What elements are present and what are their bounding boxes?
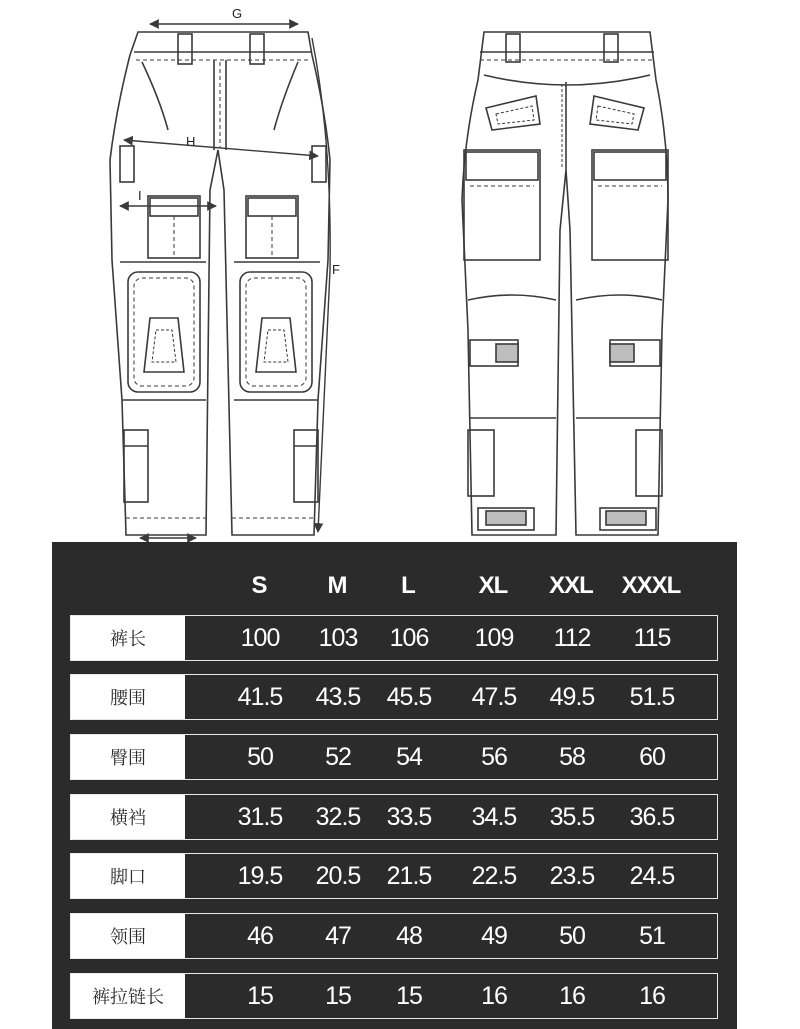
table-row-hip xyxy=(70,734,718,780)
dimension-label-h: H xyxy=(186,134,196,149)
value-cell: 56 xyxy=(481,742,507,771)
value-cell: 60 xyxy=(639,742,665,771)
dimension-markers xyxy=(120,24,330,538)
value-cell: 31.5 xyxy=(237,802,283,831)
value-cell: 24.5 xyxy=(629,861,675,890)
value-cell: 112 xyxy=(553,623,591,652)
value-cell: 20.5 xyxy=(315,861,361,890)
table-row-thigh xyxy=(70,794,718,840)
front-view-pants xyxy=(110,32,330,535)
size-header-xxl: XXL xyxy=(549,572,593,599)
value-cell: 50 xyxy=(559,921,585,950)
value-cell: 35.5 xyxy=(549,802,595,831)
value-cell: 103 xyxy=(318,623,358,652)
table-row-collar xyxy=(70,913,718,959)
table-row-leg-opening xyxy=(70,853,718,899)
table-row-zipper-length xyxy=(70,973,718,1019)
value-cell: 36.5 xyxy=(629,802,675,831)
value-cell: 51 xyxy=(639,921,665,950)
row-label: 脚口 xyxy=(71,854,185,898)
value-cell: 16 xyxy=(639,981,665,1010)
size-header-l: L xyxy=(401,572,415,599)
row-label: 横裆 xyxy=(71,795,185,839)
row-label: 裤拉链长 xyxy=(71,974,185,1018)
value-cell: 48 xyxy=(396,921,422,950)
value-cell: 32.5 xyxy=(315,802,361,831)
row-label: 臀围 xyxy=(71,735,185,779)
value-cell: 50 xyxy=(247,742,273,771)
value-cell: 15 xyxy=(247,981,273,1010)
value-cell: 109 xyxy=(474,623,514,652)
value-cell: 115 xyxy=(633,623,671,652)
value-cell: 15 xyxy=(325,981,351,1010)
value-cell: 106 xyxy=(389,623,429,652)
table-row-waist xyxy=(70,674,718,720)
back-view-pants xyxy=(462,32,668,535)
value-cell: 49.5 xyxy=(549,682,595,711)
dimension-label-f: F xyxy=(332,262,340,277)
value-cell: 52 xyxy=(325,742,351,771)
value-cell: 15 xyxy=(396,981,422,1010)
value-cell: 41.5 xyxy=(237,682,283,711)
value-cell: 16 xyxy=(559,981,585,1010)
value-cell: 45.5 xyxy=(386,682,432,711)
value-cell: 54 xyxy=(396,742,422,771)
dimension-label-i: I xyxy=(138,188,142,203)
value-cell: 16 xyxy=(481,981,507,1010)
size-header-s: S xyxy=(251,572,267,599)
value-cell: 100 xyxy=(240,623,280,652)
dimension-label-g: G xyxy=(232,6,243,21)
value-cell: 22.5 xyxy=(471,861,517,890)
table-row-pants-length xyxy=(70,615,718,661)
row-label: 领围 xyxy=(71,914,185,958)
value-cell: 46 xyxy=(247,921,273,950)
row-label: 裤长 xyxy=(71,616,185,660)
value-cell: 47.5 xyxy=(471,682,517,711)
value-cell: 51.5 xyxy=(629,682,675,711)
value-cell: 58 xyxy=(559,742,585,771)
value-cell: 21.5 xyxy=(386,861,432,890)
row-label: 腰围 xyxy=(71,675,185,719)
size-header-xl: XL xyxy=(478,572,508,599)
value-cell: 33.5 xyxy=(386,802,432,831)
size-header-m: M xyxy=(327,572,347,599)
value-cell: 23.5 xyxy=(549,861,595,890)
value-cell: 43.5 xyxy=(315,682,361,711)
size-header-xxxl: XXXL xyxy=(621,572,681,599)
value-cell: 34.5 xyxy=(471,802,517,831)
value-cell: 47 xyxy=(325,921,351,950)
value-cell: 19.5 xyxy=(237,861,283,890)
value-cell: 49 xyxy=(481,921,507,950)
